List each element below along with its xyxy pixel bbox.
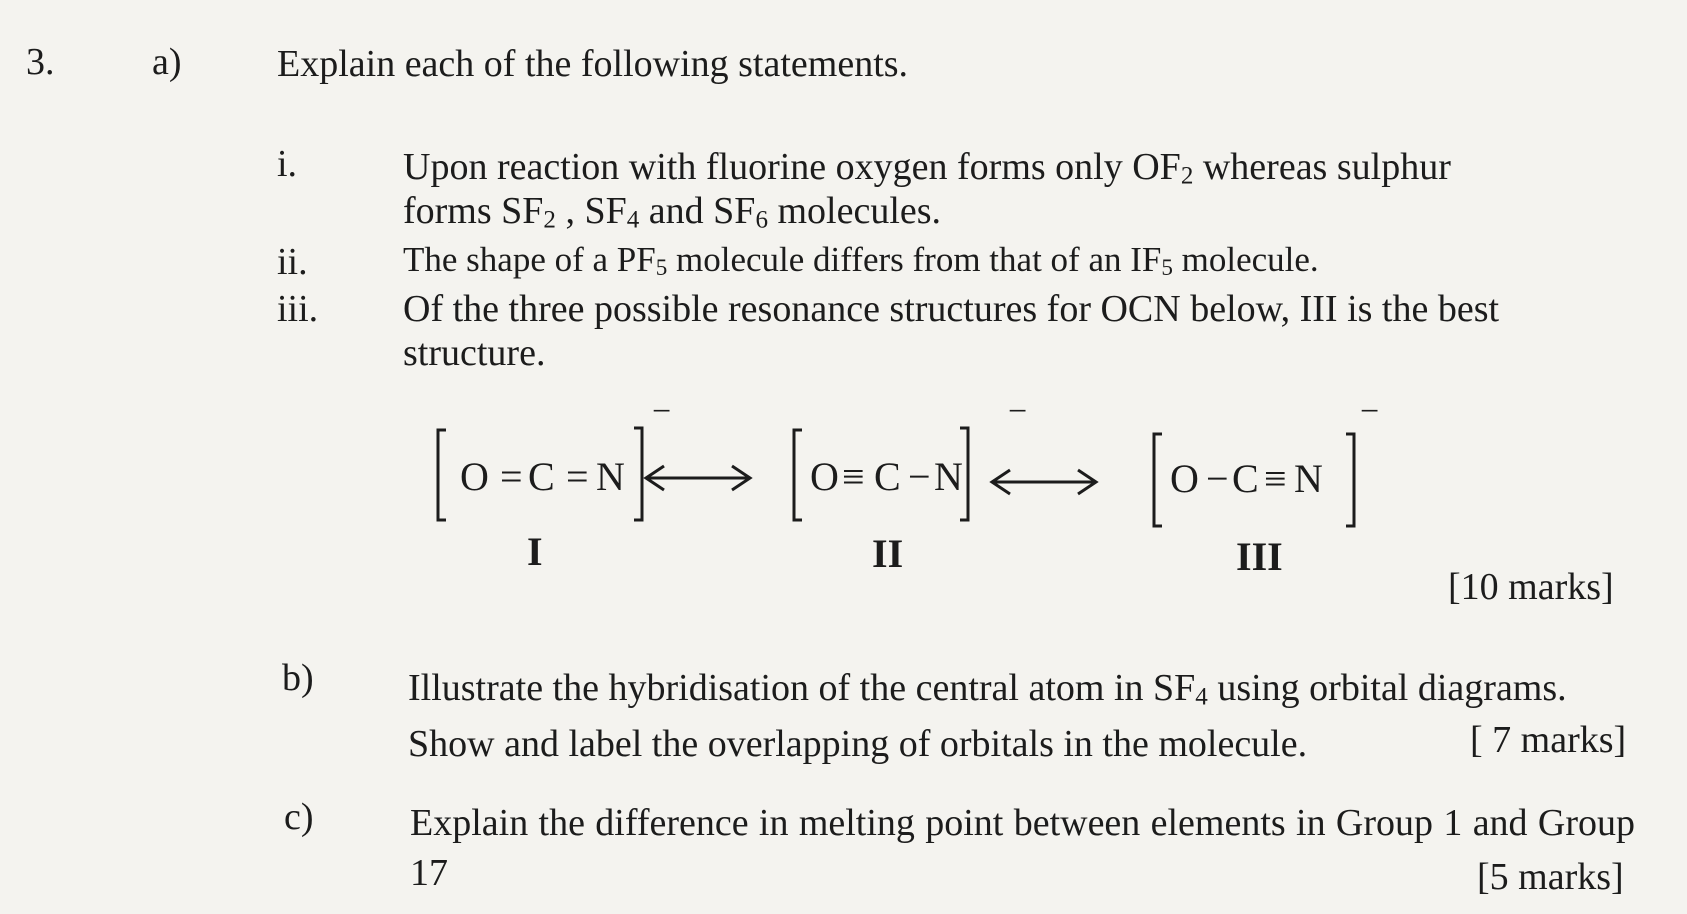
atom-O: O <box>1170 456 1199 501</box>
atom-N: N <box>1294 456 1323 501</box>
atom-C: C <box>1232 456 1259 501</box>
bond-1: = <box>500 454 523 499</box>
resonance-structures-diagram <box>420 400 1430 545</box>
atom-O: O <box>460 454 489 499</box>
part-b-marks: [ 7 marks] <box>1470 719 1627 761</box>
structure-I <box>438 400 671 520</box>
right-bracket <box>634 428 642 520</box>
bond-1: − <box>1206 456 1229 501</box>
item-i-line1: Upon reaction with fluorine oxygen forms only OF2 whereas sulphur <box>403 146 1451 190</box>
bond-2: = <box>566 454 589 499</box>
atom-C: C <box>528 454 555 499</box>
atom-C: C <box>874 454 901 499</box>
atom-O: O <box>810 454 839 499</box>
left-bracket <box>438 430 446 520</box>
item-i-label: i. <box>277 143 298 185</box>
bond-1: ≡ <box>842 454 865 499</box>
resonance-arrow-icon <box>992 470 1096 494</box>
atom-N: N <box>596 454 625 499</box>
structure-label-III: III <box>1236 534 1283 579</box>
item-iii-label: iii. <box>277 288 319 330</box>
question-number: 3. <box>26 41 55 83</box>
item-ii-text: The shape of a PF5 molecule differs from that of an IF5 molecule. <box>403 240 1319 281</box>
item-iii-line2: structure. <box>403 332 546 374</box>
part-b-label: b) <box>282 657 314 699</box>
part-b-text <box>408 660 1567 772</box>
structure-III <box>1154 400 1379 526</box>
left-bracket <box>1154 434 1162 526</box>
part-c-text: Explain the difference in melting point between elements in Group 1 and Group 17 <box>410 802 1635 894</box>
bond-2: ≡ <box>1264 456 1287 501</box>
item-i-line2: forms SF2 , SF4 and SF6 molecules. <box>403 190 942 234</box>
part-c-label: c) <box>284 796 314 838</box>
charge: − <box>652 400 672 430</box>
part-a-marks: [10 marks] <box>1448 566 1614 608</box>
left-bracket <box>794 430 802 520</box>
charge: − <box>1008 400 1028 430</box>
right-bracket <box>1346 434 1354 526</box>
part-a-heading: Explain each of the following statements. <box>277 43 909 85</box>
resonance-arrow-icon <box>646 466 750 490</box>
bond-2: − <box>908 454 931 499</box>
item-iii-text <box>403 287 1499 375</box>
atom-N: N <box>934 454 963 499</box>
part-b-line2: Show and label the overlapping of orbitals in the molecule. <box>408 723 1308 765</box>
item-ii-label: ii. <box>277 241 308 283</box>
structure-label-II: II <box>872 531 904 576</box>
structure-II <box>794 400 1027 520</box>
part-b-line1: Illustrate the hybridisation of the central atom in SF4 using orbital diagrams. <box>408 667 1567 711</box>
item-i-text <box>403 145 1451 233</box>
part-c-marks: [5 marks] <box>1477 856 1624 898</box>
part-a-label: a) <box>152 41 182 83</box>
item-iii-line1: Of the three possible resonance structures for OCN below, III is the best <box>403 288 1500 330</box>
structure-label-I: I <box>527 529 543 574</box>
charge: − <box>1360 400 1380 430</box>
